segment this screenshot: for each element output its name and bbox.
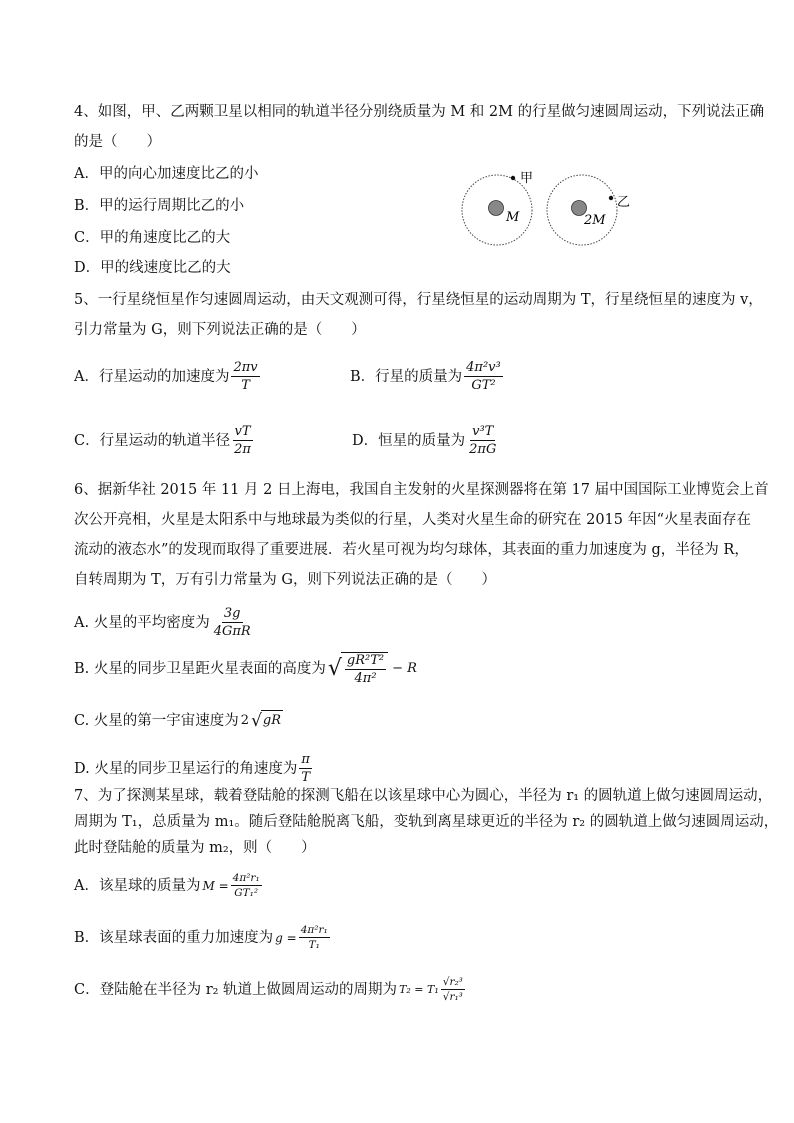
fraction-denominator: 2πG [469,442,497,457]
fraction-denominator: T [301,770,310,785]
fraction-denominator: GT² [471,378,496,393]
q7-option-c-lhs: T₂ = T₁ [399,982,439,996]
q7-stem-line3: 此时登陆舱的质量为 m₂，则（ ） [74,840,316,856]
sqrt-body [341,652,388,686]
q6-stem-line2: 次公开亮相，火星是太阳系中与地球最为类似的行星，人类对火星生命的研究在 2015 年因“火星表面存在 [74,512,752,528]
orbit-diagram [460,170,650,248]
planet-m-label: M [506,210,520,225]
q6-option-d-text: D. 火星的同步卫星运行的角速度为 [74,760,298,777]
q6-option-b-text: B. 火星的同步卫星距火星表面的高度为 [74,661,326,677]
q5-option-b [350,360,503,393]
fraction-numerator: gR²T² [346,653,385,668]
q7-option-c [74,976,465,1003]
q7-option-c-text: C．登陆舱在半径为 r₂ 轨道上做圆周运动的周期为 [74,981,398,998]
q6-option-b-formula [328,652,417,686]
fraction-numerator: 4π²r₁ [300,924,328,936]
q6-option-a-text: A. 火星的平均密度为 [74,614,210,631]
satellite-jia [511,176,515,180]
fraction-denominator: 4GπR [213,624,251,639]
q7-stem-line2: 周期为 T₁，总质量为 m₁。随后登陆舱脱离飞船，变轨到离星球更近的半径为 r₂ 的圆轨道上做匀速圆周运动， [74,814,779,830]
fraction-numerator: v³T [472,424,494,439]
q5-option-d [352,424,498,457]
q7-stem-line1: 7、为了探测某星球，载着登陆舱的探测飞船在以该星球中心为圆心，半径为 r₁ 的圆轨道上做匀速圆周运动， [74,788,773,804]
fraction-numerator: 4π²v³ [466,360,501,375]
q7-option-b [74,924,330,951]
q5-option-a-formula [231,360,259,393]
q5-option-d-formula [467,424,498,457]
q5-stem-line1: 5、一行星绕恒星作匀速圆周运动，由天文观测可得，行星绕恒星的运动周期为 T，行星绕恒星的速度为 v， [74,292,763,308]
fraction-denominator: GT₁² [234,887,259,899]
q7-option-b-text: B．该星球表面的重力加速度为 [74,929,274,946]
fraction-numerator: vT [234,424,251,439]
q4-stem-line2: 的是（ ） [74,134,161,150]
q6-option-d [74,752,312,785]
sqrt-radicand: gR [261,710,283,731]
q7-option-c-formula [441,976,465,1003]
q5-option-b-formula [464,360,503,393]
q7-option-b-lhs: g = [275,930,297,945]
q6-option-d-formula [299,752,312,785]
q5-option-c-formula [232,424,253,457]
q6-option-c [74,710,283,731]
fraction-numerator: 3g [223,606,241,621]
q5-stem-line2: 引力常量为 G，则下列说法正确的是（ ） [74,322,366,338]
q6-stem-line4: 自转周期为 T，万有引力常量为 G，则下列说法正确的是（ ） [74,572,496,588]
q7-option-a-text: A．该星球的质量为 [74,877,201,894]
q7-option-a-formula [231,872,262,899]
q7-option-a [74,872,262,899]
q6-option-c-coef: 2 [240,712,250,728]
q6-option-a [74,606,253,639]
fraction-numerator: π [301,752,310,767]
planet-2m-label: 2M [584,213,606,228]
q5-option-c-text: C．行星运动的轨道半径 [74,432,231,449]
fraction-numerator: √r₂³ [442,976,463,988]
fraction-denominator: T [241,378,250,393]
q5-option-a-text: A．行星运动的加速度为 [74,368,230,385]
q6-option-c-text: C. 火星的第一宇宙速度为 [74,712,239,729]
q7-option-b-formula [299,924,330,951]
q6-option-a-formula [212,606,253,639]
radicand-fraction [345,653,386,686]
sqrt-symbol: √ [251,710,262,731]
q7-option-a-lhs: M = [202,878,229,893]
fraction-denominator: 2π [234,442,251,457]
q6-stem-line1: 6、据新华社 2015 年 11 月 2 日上海电，我国自主发射的火星探测器将在第 17 届中国国际工业博览会上首 [74,482,769,498]
q4-option-b: B．甲的运行周期比乙的小 [74,198,245,214]
sqrt-symbol: √ [327,656,342,681]
planet-m [489,201,504,216]
q5-option-b-text: B．行星的质量为 [350,368,463,385]
fraction-denominator: T₁ [308,939,320,951]
q4-option-c: C．甲的角速度比乙的大 [74,230,231,246]
fraction-denominator: 4π² [354,671,377,686]
satellite-yi [609,196,613,200]
fraction-denominator: √r₁³ [442,991,463,1003]
q5-option-a [74,360,260,393]
q5-option-c [74,424,253,457]
q4-stem-line1: 4、如图，甲、乙两颗卫星以相同的轨道半径分别绕质量为 M 和 2M 的行星做匀速圆周运动，下列说法正确 [74,104,765,120]
q4-option-d: D．甲的线速度比乙的大 [74,260,231,276]
q4-option-a: A．甲的向心加速度比乙的小 [74,166,259,182]
fraction-numerator: 2πv [233,360,258,375]
fraction-numerator: 4π²r₁ [232,872,260,884]
q6-option-b [74,652,417,686]
q5-option-d-text: D．恒星的质量为 [352,432,466,449]
satellite-yi-label: 乙 [617,195,631,210]
satellite-jia-label: 甲 [520,171,534,186]
q6-stem-line3: 流动的液态水”的发现而取得了重要进展．若火星可视为均匀球体，其表面的重力加速度为 g，半径为 R， [74,542,749,558]
q6-option-b-tail: − R [392,661,417,676]
q6-option-c-formula [251,710,283,731]
